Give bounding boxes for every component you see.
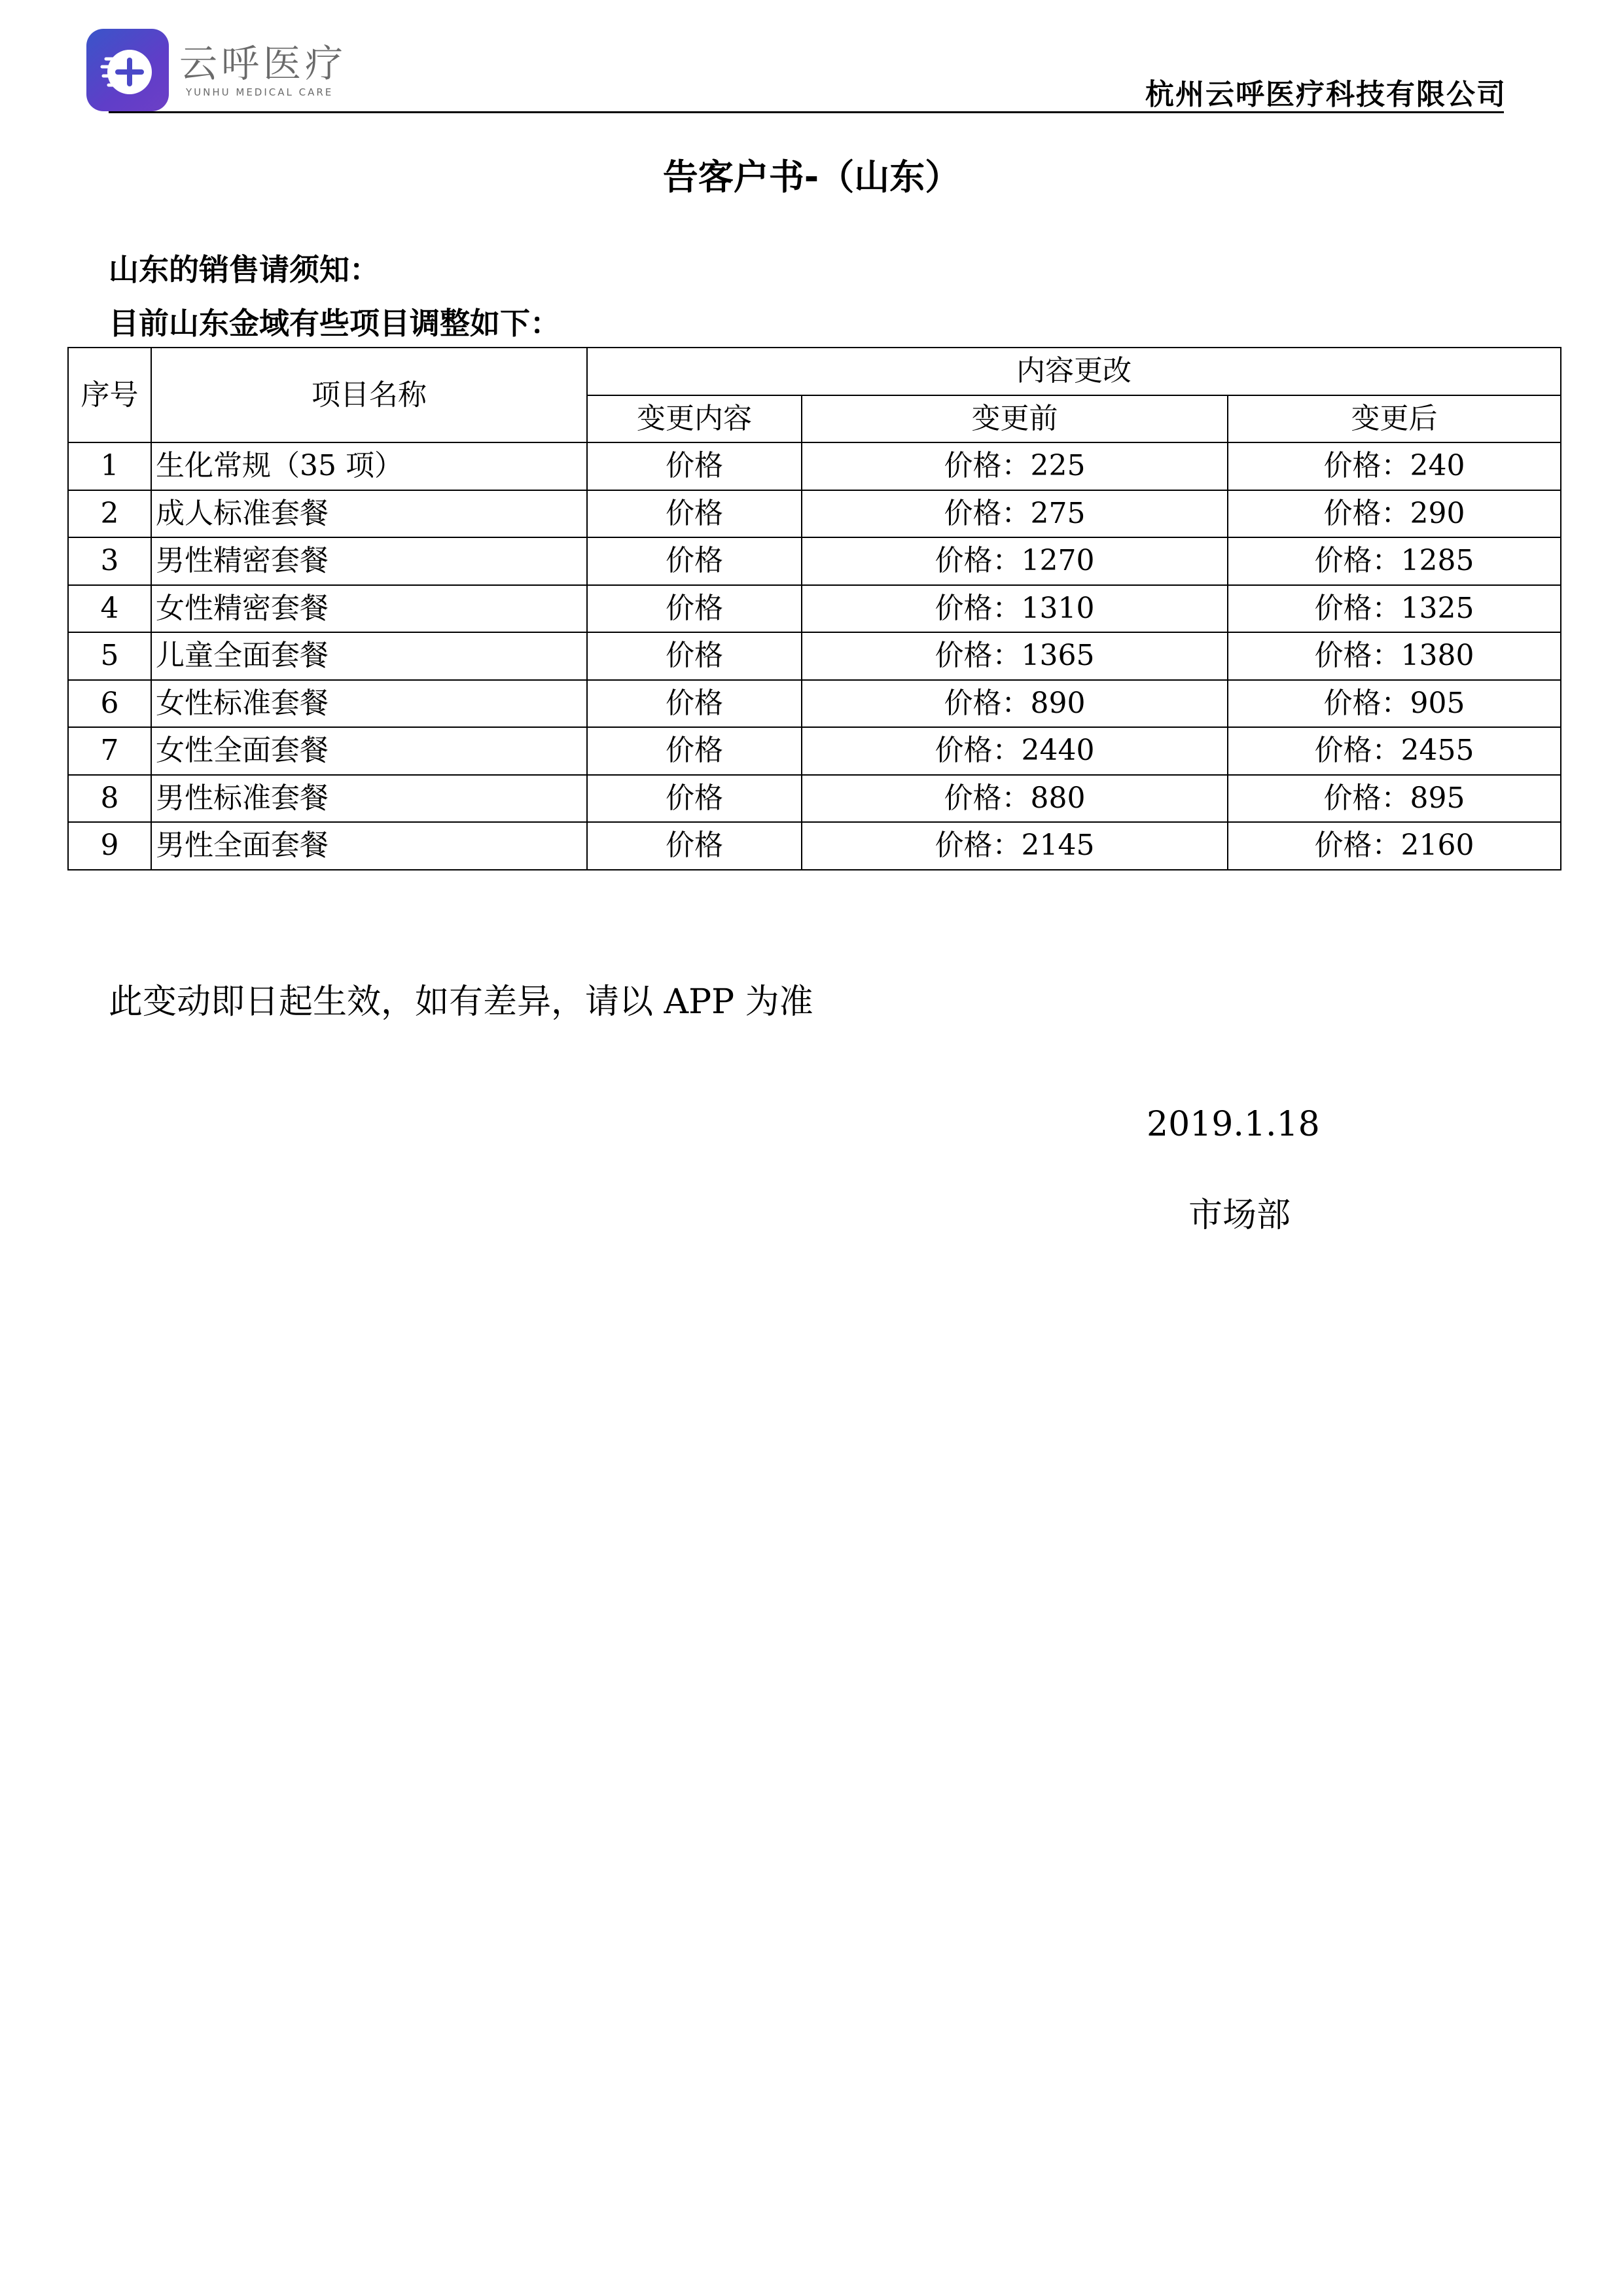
row-index: 8	[68, 775, 151, 823]
table-row	[68, 490, 1561, 538]
header-change-field: 变更内容	[587, 395, 802, 443]
company-logo	[86, 29, 348, 114]
signature-date: 2019.1.18	[1147, 1105, 1320, 1144]
row-item-name: 成人标准套餐	[151, 490, 587, 538]
notice-line-1: 山东的销售请须知：	[109, 252, 380, 287]
logo-name-en: YUNHU MEDICAL CARE	[186, 86, 334, 98]
row-item-name: 儿童全面套餐	[151, 632, 587, 680]
row-change-field: 价格	[587, 442, 802, 490]
row-after-value: 价格：2455	[1228, 727, 1561, 775]
row-index: 2	[68, 490, 151, 538]
row-index: 4	[68, 585, 151, 633]
table-row	[68, 632, 1561, 680]
row-index: 6	[68, 680, 151, 728]
header-before: 变更前	[802, 395, 1228, 443]
row-before-value: 价格：2440	[802, 727, 1228, 775]
row-after-value: 价格：905	[1228, 680, 1561, 728]
row-after-value: 价格：1325	[1228, 585, 1561, 633]
row-before-value: 价格：880	[802, 775, 1228, 823]
row-change-field: 价格	[587, 680, 802, 728]
table-row	[68, 727, 1561, 775]
row-change-field: 价格	[587, 727, 802, 775]
row-before-value: 价格：1365	[802, 632, 1228, 680]
header-after: 变更后	[1228, 395, 1561, 443]
table-row	[68, 775, 1561, 823]
row-change-field: 价格	[587, 585, 802, 633]
row-before-value: 价格：2145	[802, 822, 1228, 870]
table-row	[68, 442, 1561, 490]
row-item-name: 女性精密套餐	[151, 585, 587, 633]
row-after-value: 价格：1285	[1228, 537, 1561, 585]
row-index: 1	[68, 442, 151, 490]
row-before-value: 价格：275	[802, 490, 1228, 538]
row-before-value: 价格：890	[802, 680, 1228, 728]
row-index: 5	[68, 632, 151, 680]
row-before-value: 价格：225	[802, 442, 1228, 490]
row-index: 9	[68, 822, 151, 870]
row-after-value: 价格：240	[1228, 442, 1561, 490]
document-title: 告客户书-（山东）	[662, 156, 961, 198]
table-row	[68, 822, 1561, 870]
row-before-value: 价格：1270	[802, 537, 1228, 585]
company-name: 杭州云呼医疗科技有限公司	[1145, 78, 1507, 111]
table-row	[68, 537, 1561, 585]
logo-name-cn: 云呼医疗	[179, 41, 348, 86]
notice-line-2: 目前山东金域有些项目调整如下：	[109, 306, 560, 341]
header-item-name: 项目名称	[151, 348, 587, 442]
header-change-group: 内容更改	[587, 348, 1561, 395]
row-change-field: 价格	[587, 822, 802, 870]
row-change-field: 价格	[587, 775, 802, 823]
row-change-field: 价格	[587, 537, 802, 585]
row-index: 3	[68, 537, 151, 585]
row-change-field: 价格	[587, 632, 802, 680]
row-after-value: 价格：895	[1228, 775, 1561, 823]
row-item-name: 男性标准套餐	[151, 775, 587, 823]
table-body	[68, 442, 1561, 870]
header-index: 序号	[68, 348, 151, 442]
row-after-value: 价格：1380	[1228, 632, 1561, 680]
row-after-value: 价格：2160	[1228, 822, 1561, 870]
table-row	[68, 585, 1561, 633]
effective-notice: 此变动即日起生效，如有差异，请以 APP 为准	[109, 982, 813, 1022]
row-item-name: 女性全面套餐	[151, 727, 587, 775]
row-item-name: 女性标准套餐	[151, 680, 587, 728]
row-change-field: 价格	[587, 490, 802, 538]
header-divider	[109, 111, 1504, 113]
row-item-name: 男性全面套餐	[151, 822, 587, 870]
price-change-table	[67, 347, 1561, 870]
medical-cross-logo-icon	[86, 29, 169, 111]
row-index: 7	[68, 727, 151, 775]
table-row	[68, 680, 1561, 728]
row-item-name: 男性精密套餐	[151, 537, 587, 585]
row-item-name: 生化常规（35 项）	[151, 442, 587, 490]
row-after-value: 价格：290	[1228, 490, 1561, 538]
row-before-value: 价格：1310	[802, 585, 1228, 633]
signature-department: 市场部	[1188, 1196, 1291, 1235]
